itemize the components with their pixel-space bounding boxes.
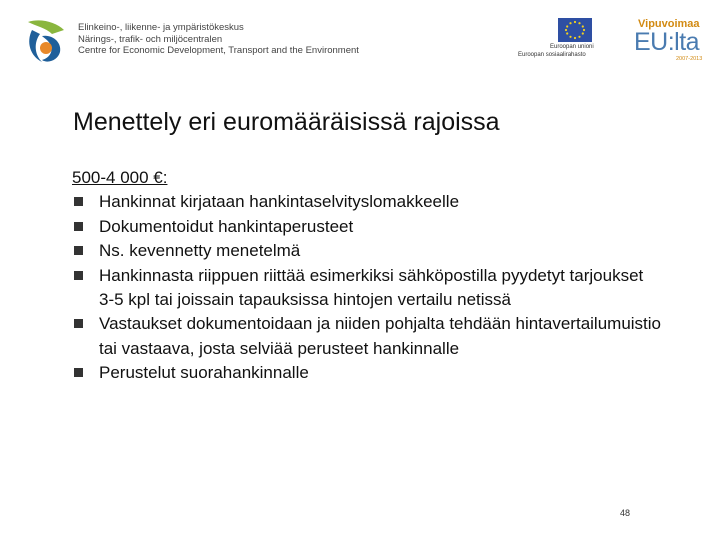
- eu-logo: [512, 18, 612, 64]
- square-bullet-icon: [74, 246, 83, 255]
- bullet-text: Hankinnat kirjataan hankintaselvityslomakkeelle: [99, 192, 460, 212]
- square-bullet-icon: [74, 222, 83, 231]
- eu-flag-icon: [558, 18, 592, 42]
- ely-centre-logo: [22, 16, 70, 66]
- bullet-item: [72, 264, 662, 313]
- bullet-text: Vastaukset dokumentoidaan ja niiden pohjalta tehdään hintavertailumuistio tai vastaava, josta selviää perusteet hankinnalle: [99, 314, 662, 358]
- ely-centre-name: [78, 22, 359, 57]
- slide-title: Menettely eri euromääräisissä rajoissa: [73, 108, 500, 136]
- bullet-item: [72, 190, 662, 214]
- ely-name-english: Centre for Economic Development, Transport and the Environment: [78, 45, 359, 56]
- bullet-text: Hankinnasta riippuen riittää esimerkiksi sähköpostilla pyydetyt tarjoukset 3-5 kpl tai joissain tapauksissa hintojen vertailu netissä: [99, 265, 644, 310]
- vipuvoimaa-eulta-logo: [620, 18, 710, 66]
- vipuvoimaa-label: Vipuvoimaa: [638, 18, 700, 30]
- bullet-item: [72, 312, 662, 361]
- square-bullet-icon: [74, 271, 83, 280]
- slide-body: [72, 166, 662, 386]
- eu-social-fund-label: Euroopan sosiaalirahasto: [518, 52, 586, 58]
- ely-name-swedish: Närings-, trafik- och miljöcentralen: [78, 33, 223, 45]
- bullet-text: Ns. kevennetty menetelmä: [99, 241, 301, 261]
- square-bullet-icon: [74, 319, 83, 328]
- slide-header: [0, 0, 720, 80]
- bullet-item: [72, 239, 662, 263]
- bullet-item: [72, 215, 662, 239]
- bullet-text: Perustelut suorahankinnalle: [99, 363, 309, 383]
- bullet-list: [72, 190, 662, 385]
- page-number: 48: [620, 508, 631, 518]
- ely-name-finnish: Elinkeino-, liikenne- ja ympäristökeskus: [78, 22, 244, 33]
- bullet-item: [72, 361, 662, 385]
- program-period-label: 2007-2013: [676, 56, 703, 62]
- square-bullet-icon: [74, 197, 83, 206]
- eulta-label: EU:lta: [634, 28, 700, 56]
- bullet-text: Dokumentoidut hankintaperusteet: [99, 216, 354, 236]
- square-bullet-icon: [74, 368, 83, 377]
- price-range-heading: 500-4 000 €:: [72, 168, 168, 187]
- eu-union-label: Euroopan unioni: [550, 44, 594, 50]
